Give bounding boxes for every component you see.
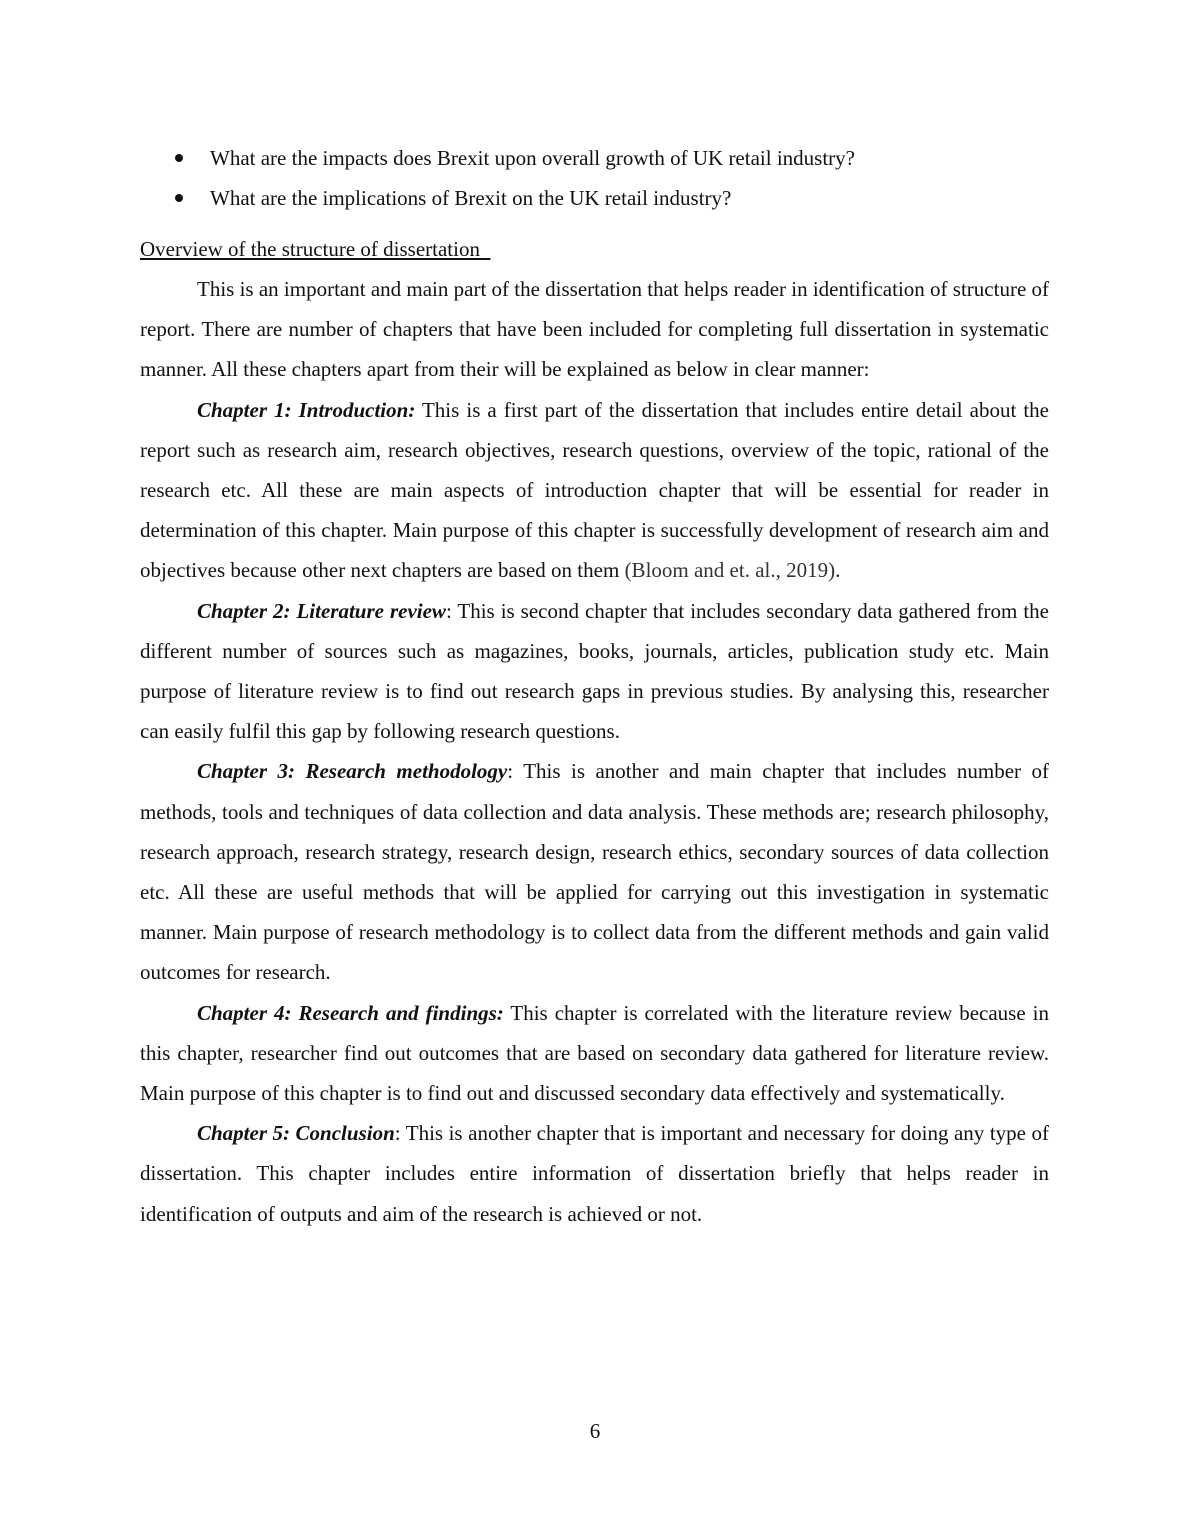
chapter-5-title: Chapter 5: Conclusion [197, 1121, 395, 1146]
chapter-1-end: . [835, 558, 841, 583]
list-item-text: What are the implications of Brexit on the UK retail industry? [210, 186, 732, 210]
chapter-1-citation: (Bloom and et. al., 2019) [624, 558, 836, 583]
document-page [140, 138, 1049, 1234]
chapter-4-title: Chapter 4: Research and findings: [197, 1000, 504, 1025]
chapter-4-text: This chapter is correlated with the literature review because in this chapter, researcher find out outcomes that are based on secondary data gathered for literature review. Main purpose of this chapter is to find out and discussed secondary data effectively and systematically. [140, 1000, 1049, 1106]
list-item-text: What are the impacts does Brexit upon overall growth of UK retail industry? [210, 146, 855, 170]
research-questions-list [140, 138, 1049, 218]
chapter-3-text: : This is another and main chapter that includes number of methods, tools and techniques of data collection and data analysis. These methods are; research philosophy, research approach, research strategy, research design, research ethics, secondary sources of data collection etc. All these are useful methods that will be applied for carrying out this investigation in systematic manner. Main purpose of research methodology is to collect data from the different methods and gain valid outcomes for research. [140, 759, 1050, 985]
chapter-2-title: Chapter 2: Literature review [197, 598, 446, 623]
page-number: 6 [589, 1419, 601, 1443]
chapter-1-paragraph [140, 390, 1049, 591]
bullet-icon [175, 194, 183, 202]
chapter-5-paragraph [140, 1113, 1049, 1234]
chapter-1-text: This is a first part of the dissertation that includes entire detail about the report such as research aim, research objectives, research questions, overview of the topic, rational of the research etc. All these are main aspects of introduction chapter that will be essential for reader in determination of this chapter. Main purpose of this chapter is successfully development of research aim and objectives because other next chapters are based on them [140, 397, 1049, 583]
chapter-3-paragraph [140, 751, 1049, 992]
chapter-5-text: : This is another chapter that is important and necessary for doing any type of dissertation. This chapter includes entire information of dissertation briefly that helps reader in identification of outputs and aim of the research is achieved or not. [140, 1121, 1050, 1226]
section-heading: Overview of the structure of dissertation [140, 237, 491, 261]
bullet-icon [175, 154, 183, 162]
chapter-1-title: Chapter 1: Introduction: [197, 397, 416, 422]
list-item [140, 178, 1049, 218]
chapter-4-paragraph [140, 993, 1049, 1114]
chapter-2-paragraph [140, 591, 1049, 752]
intro-paragraph: This is an important and main part of the dissertation that helps reader in identification of structure of report. There are number of chapters that have been included for completing full dissertation in systematic manner. All these chapters apart from their will be explained as below in clear manner: [140, 277, 1050, 382]
list-item [140, 138, 1049, 178]
chapter-2-text: : This is second chapter that includes secondary data gathered from the different number of sources such as magazines, books, journals, articles, publication study etc. Main purpose of literature review is to find out research gaps in previous studies. By analysing this, researcher can easily fulfil this gap by following research questions. [140, 598, 1049, 744]
chapter-3-title: Chapter 3: Research methodology [197, 759, 508, 784]
